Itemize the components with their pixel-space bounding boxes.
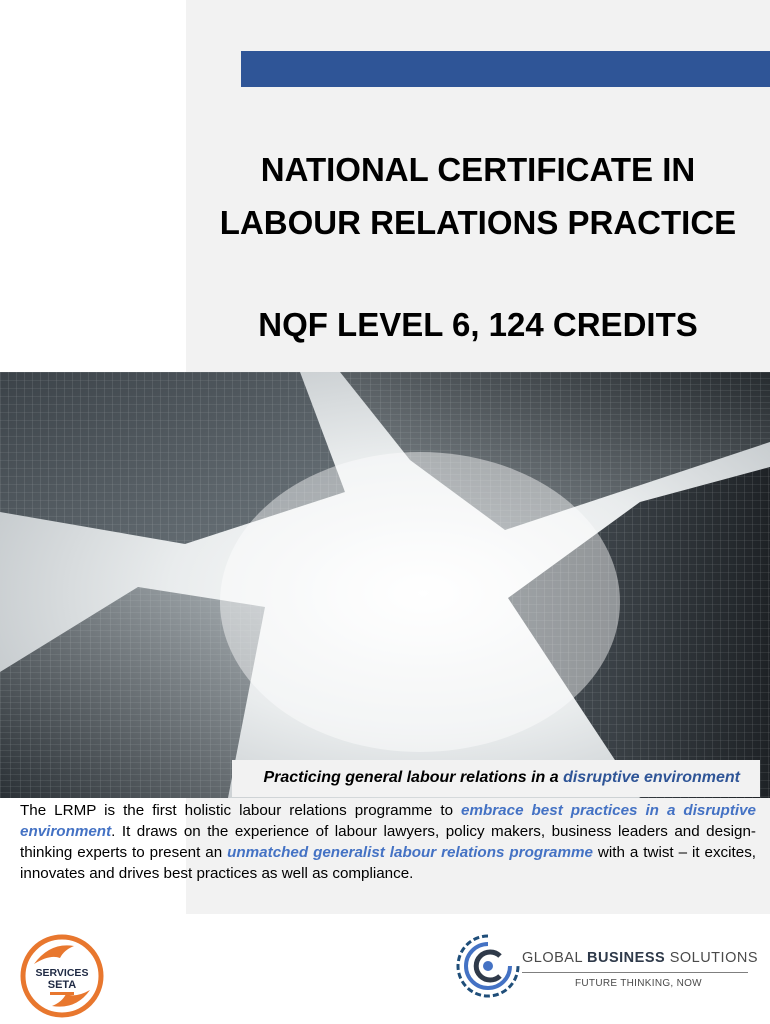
description-emphasis-1: embrace best practices in a disruptive environment [20, 802, 756, 840]
gbs-name-part-3: SOLUTIONS [665, 950, 758, 966]
gbs-emblem-icon [452, 930, 524, 1002]
seta-line-1: SERVICES [35, 967, 89, 979]
gbs-company-name [522, 950, 758, 966]
description-part-1: The LRMP is the first holistic labour relations programme to [20, 802, 462, 819]
accent-bar [241, 51, 770, 87]
caption-lead: Practicing general labour relations in a [263, 769, 564, 786]
gbs-divider [522, 972, 748, 973]
title-line-2: LABOUR RELATIONS PRACTICE [219, 204, 737, 241]
caption-box [232, 760, 760, 797]
title-line-1: NATIONAL CERTIFICATE IN [260, 151, 696, 188]
description-part-2: . It draws on the experience of labour lawyers, policy makers, business leaders and design-thinking experts to present an [20, 823, 756, 861]
caption-highlight: disruptive environment [563, 769, 740, 786]
programme-description [20, 800, 756, 884]
description-part-3: with a twist – it excites, innovates and drives best practices as well as compliance. [20, 844, 757, 882]
caption-text [263, 769, 740, 787]
seta-line-2: SETA [47, 979, 77, 991]
description-emphasis-2: unmatched generalist labour relations programme [227, 844, 593, 861]
gbs-name-part-1: GLOBAL [522, 950, 588, 966]
services-seta-logo [20, 934, 104, 1018]
gbs-name-part-2: BUSINESS [587, 950, 666, 966]
title-line-3: NQF LEVEL 6, 124 CREDITS [258, 306, 698, 343]
gbs-tagline: FUTURE THINKING, NOW [575, 978, 702, 989]
skyscrapers-photo [0, 372, 770, 798]
